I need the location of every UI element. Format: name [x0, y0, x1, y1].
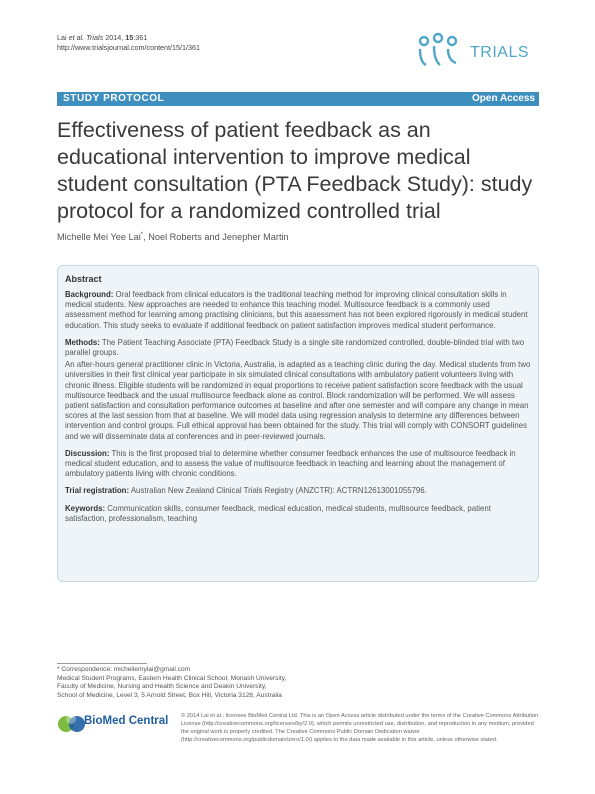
citation-journal: et al. Trials [68, 33, 104, 42]
registration-text: Australian New Zealand Clinical Trials Registry (ANZCTR): ACTRN12613001055796. [129, 486, 427, 496]
background-text: Oral feedback from clinical educators is the traditional teaching method for improving clinical consultation skills in medical students. New approaches are needed to enhance this teaching model. Multisource feedback is a commonly used assessment method for learning among practising clinicians, but this assessment has not been explored rigorously in medical student education. This study seeks to evaluate if additional feedback on patient satisfaction improves medical student performance. [65, 290, 528, 330]
corresponding-mark: * [140, 232, 144, 238]
trials-logo-text: TRIALS [470, 44, 530, 61]
abstract-background [65, 290, 531, 331]
keywords-text: Communication skills, consumer feedback, medical education, medical students, multisource feedback, patient satisfaction, professionalism, teaching [65, 503, 491, 523]
article-type: STUDY PROTOCOL [63, 93, 165, 104]
methods-text: The Patient Teaching Associate (PTA) Feedback Study is a single site randomized controlled, double-blinded trial with two parallel groups. [65, 337, 525, 358]
citation-header [57, 33, 200, 53]
correspondence-footnote [57, 666, 286, 700]
article-type-banner [57, 92, 539, 106]
keywords-label: Keywords: [65, 503, 106, 513]
discussion-text: This is the first proposed trial to determine whether consumer feedback enhances the use of multisource feedback in medical student education, and to assess the value of multisource feedback in teaching and learning about the management of ambulatory patients living with chronic conditions. [65, 448, 516, 479]
methods-label: Methods: [65, 337, 100, 347]
citation-page: :361 [133, 33, 148, 42]
license-text: © 2014 Lai et al.; licensee BioMed Central Ltd. This is an Open Access article distributed under the terms of the Creative Commons Attribution License (http://creativecommons.org/licenses/by/2.0), which permits unrestricted use, distribution, and reproduction in any medium, provided the original work is properly credited. The Creative Commons Public Domain Dedication waiver (http://creativecommons.org/publicdomain/zero/1.0/) applies to the data made available in this article, unless otherwise stated. [181, 713, 539, 743]
citation-year: 2014, [103, 33, 126, 42]
open-access-label: Open Access [472, 93, 535, 104]
correspondence-email[interactable]: * Correspondence: michellemylai@gmail.com [57, 666, 191, 673]
publisher-name: BioMed Central [84, 715, 169, 727]
abstract-heading: Abstract [65, 274, 102, 284]
author-first[interactable]: Michelle Mei Yee Lai [57, 232, 141, 243]
affiliation-line-3: School of Medicine, Level 3, 5 Arnold Street, Box Hill, Victoria 3128, Australia [57, 691, 282, 699]
author-rest: , Noel Roberts and Jenepher Martin [143, 232, 289, 243]
affiliation-line-1: Medical Student Programs, Eastern Health Clinical School, Monash University, [57, 674, 287, 682]
abstract-keywords [65, 504, 531, 524]
citation-line [57, 33, 200, 43]
abstract-box [57, 265, 539, 582]
article-title: Effectiveness of patient feedback as an educational intervention to improve medical student consultation (PTA Feedback Study): study protocol for a randomized controlled trial [57, 118, 533, 223]
discussion-label: Discussion: [65, 448, 110, 458]
abstract-registration [65, 486, 531, 496]
abstract-discussion [65, 449, 531, 480]
citation-authors: Lai [57, 33, 69, 42]
registration-label: Trial registration: [65, 486, 130, 496]
footnote-divider [57, 663, 147, 664]
abstract-methods-detail: An after-hours general practitioner clinic in Victoria, Australia, is adapted as a teaching clinic during the day. Medical students from two universities in their first clinical year participate in six simulated clinical consultations with ambulatory patient volunteers living with chronic illness. Eligible students will be randomized in equal proportions to receive patient satisfaction score feedback with the usual multisource feedback and the usual multisource feedback alone as control. Block randomization will be performed. We will assess patient satisfaction and consultation performance outcomes at baseline and after one semester and will compare any change in mean scores at the last session from that at baseline. We will model data using regression analysis to determine any differences between intervention and control groups. Full ethical approval has been obtained for the study. This trial will comply with CONSORT guidelines and we will disseminate data at conferences and in peer-reviewed journals. [65, 360, 531, 441]
article-url[interactable]: http://www.trialsjournal.com/content/15/1/361 [57, 43, 201, 52]
affiliation-line-2: Faculty of Medicine, Nursing and Health Science and Deakin University, [57, 683, 267, 691]
citation-volume: 15 [125, 33, 134, 42]
author-list [57, 232, 289, 242]
background-label: Background: [65, 290, 114, 299]
abstract-methods [65, 338, 531, 358]
